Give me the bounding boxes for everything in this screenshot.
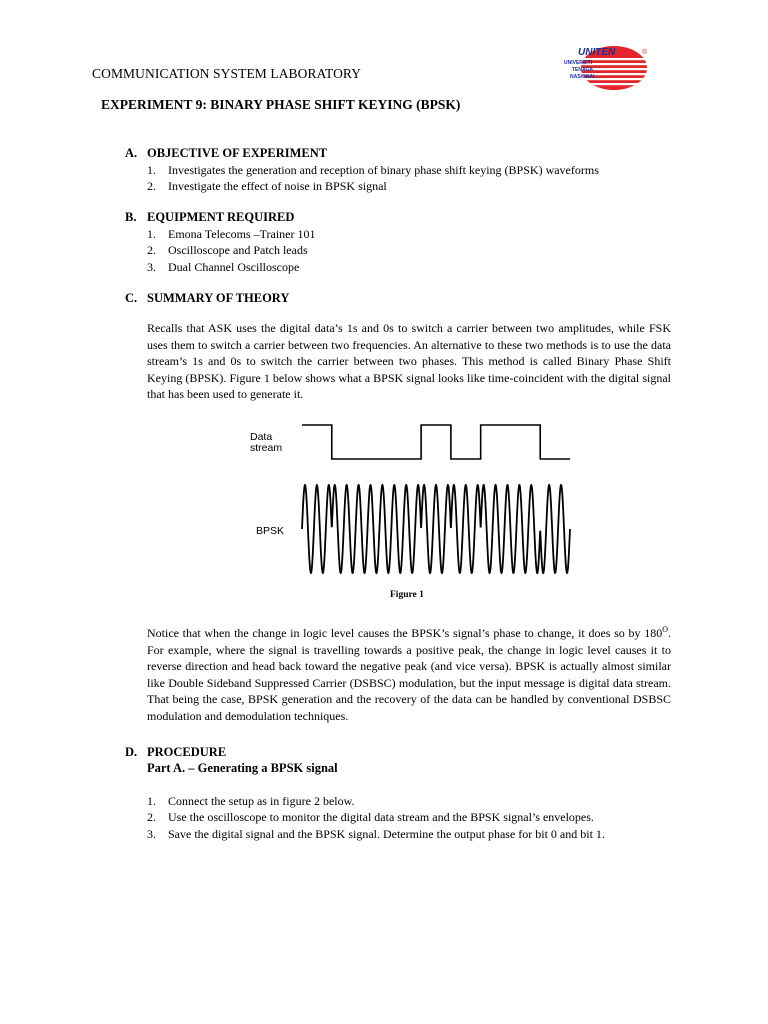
lab-title: COMMUNICATION SYSTEM LABORATORY [92,66,362,81]
list-item [147,259,315,275]
list-item [147,809,605,825]
paragraph-text: Notice that when the change in logic level causes the BPSK’s signal’s phase to change, it does so by 180 [147,626,663,640]
list-item [147,793,605,809]
data-stream-waveform [302,425,570,459]
logo-line3: NASIONAL [570,74,597,80]
section-letter: D. [125,745,138,759]
item-text: Investigates the generation and reception of binary phase shift keying (BPSK) waveforms [168,163,599,177]
list-item [147,826,605,842]
item-text: Save the digital signal and the BPSK signal. Determine the output phase for bit 0 and bit 1. [168,826,605,841]
section-letter: A. [125,146,138,160]
degree-superscript: O [662,625,668,634]
bpsk-figure [246,419,576,589]
section-title: PROCEDURE [147,745,227,759]
theory-paragraph-1: Recalls that ASK uses the digital data’s 1s and 0s to switch a carrier between two amplitudes, while FSK uses them to switch a carrier between two frequencies. An alternative to these two methods is to use the data stream’s 1s and 0s to switch the carrier between two phases. This method is called Binary Phase Shift Keying (BPSK). Figure 1 below shows what a BPSK signal looks like time-coincident with the digital signal that has been used to generate it. [147,321,671,402]
section-title: OBJECTIVE OF EXPERIMENT [147,146,328,160]
figure-label-stream: stream [250,442,283,454]
item-number: 2. [147,243,156,258]
paragraph-text: . For example, where the signal is travelling towards a positive peak, the change in logic level causes it to reverse direction and head back toward the negative peak (and vice versa). BPSK is actually almost similar like Double Sideband Suppressed Carrier (DSBSC) modulation, but the input message is digital data stream. That being the case, BPSK generation and the recovery of the data can be handled by conventional DSBSC modulation and demodulation techniques. [147,626,671,723]
section-title: SUMMARY OF THEORY [147,291,290,305]
item-number: 1. [147,227,156,241]
section-b-heading [125,210,294,225]
section-c-heading [125,291,289,306]
list-item [147,242,315,258]
uniten-logo [556,42,650,92]
list-item [147,162,599,178]
item-number: 3. [147,826,156,841]
section-d-heading [125,745,226,760]
item-number: 1. [147,163,156,177]
section-letter: B. [125,210,137,224]
section-title: EQUIPMENT REQUIRED [147,210,295,224]
figure-label-data: Data [250,431,273,443]
procedure-list [147,793,605,842]
objective-list [147,162,599,195]
item-text: Investigate the effect of noise in BPSK signal [168,179,387,194]
theory-paragraph-2 [147,625,671,725]
logo-line2: TENAGA [572,67,594,73]
item-text: Emona Telecoms –Trainer 101 [168,227,316,241]
list-item [147,178,599,194]
logo-line1: UNIVERSITI [564,60,593,66]
figure-caption: Figure 1 [390,590,424,600]
item-number: 2. [147,179,156,194]
part-a-heading: Part A. – Generating a BPSK signal [147,761,338,775]
section-letter: C. [125,291,138,305]
logo-brand-text: UNITEN [578,47,616,58]
item-text: Connect the setup as in figure 2 below. [168,794,355,808]
figure-label-bpsk: BPSK [256,525,285,537]
item-number: 1. [147,794,156,808]
item-number: 3. [147,259,156,274]
equipment-list [147,226,315,275]
item-number: 2. [147,810,156,825]
item-text: Use the oscilloscope to monitor the digital data stream and the BPSK signal’s envelopes. [168,810,594,825]
list-item [147,226,315,242]
bpsk-waveform [302,485,570,573]
item-text: Oscilloscope and Patch leads [168,243,308,258]
item-text: Dual Channel Oscilloscope [168,259,300,274]
section-a-heading [125,146,327,161]
experiment-title: EXPERIMENT 9: BINARY PHASE SHIFT KEYING (BPSK) [101,97,461,112]
svg-text:®: ® [642,49,648,56]
